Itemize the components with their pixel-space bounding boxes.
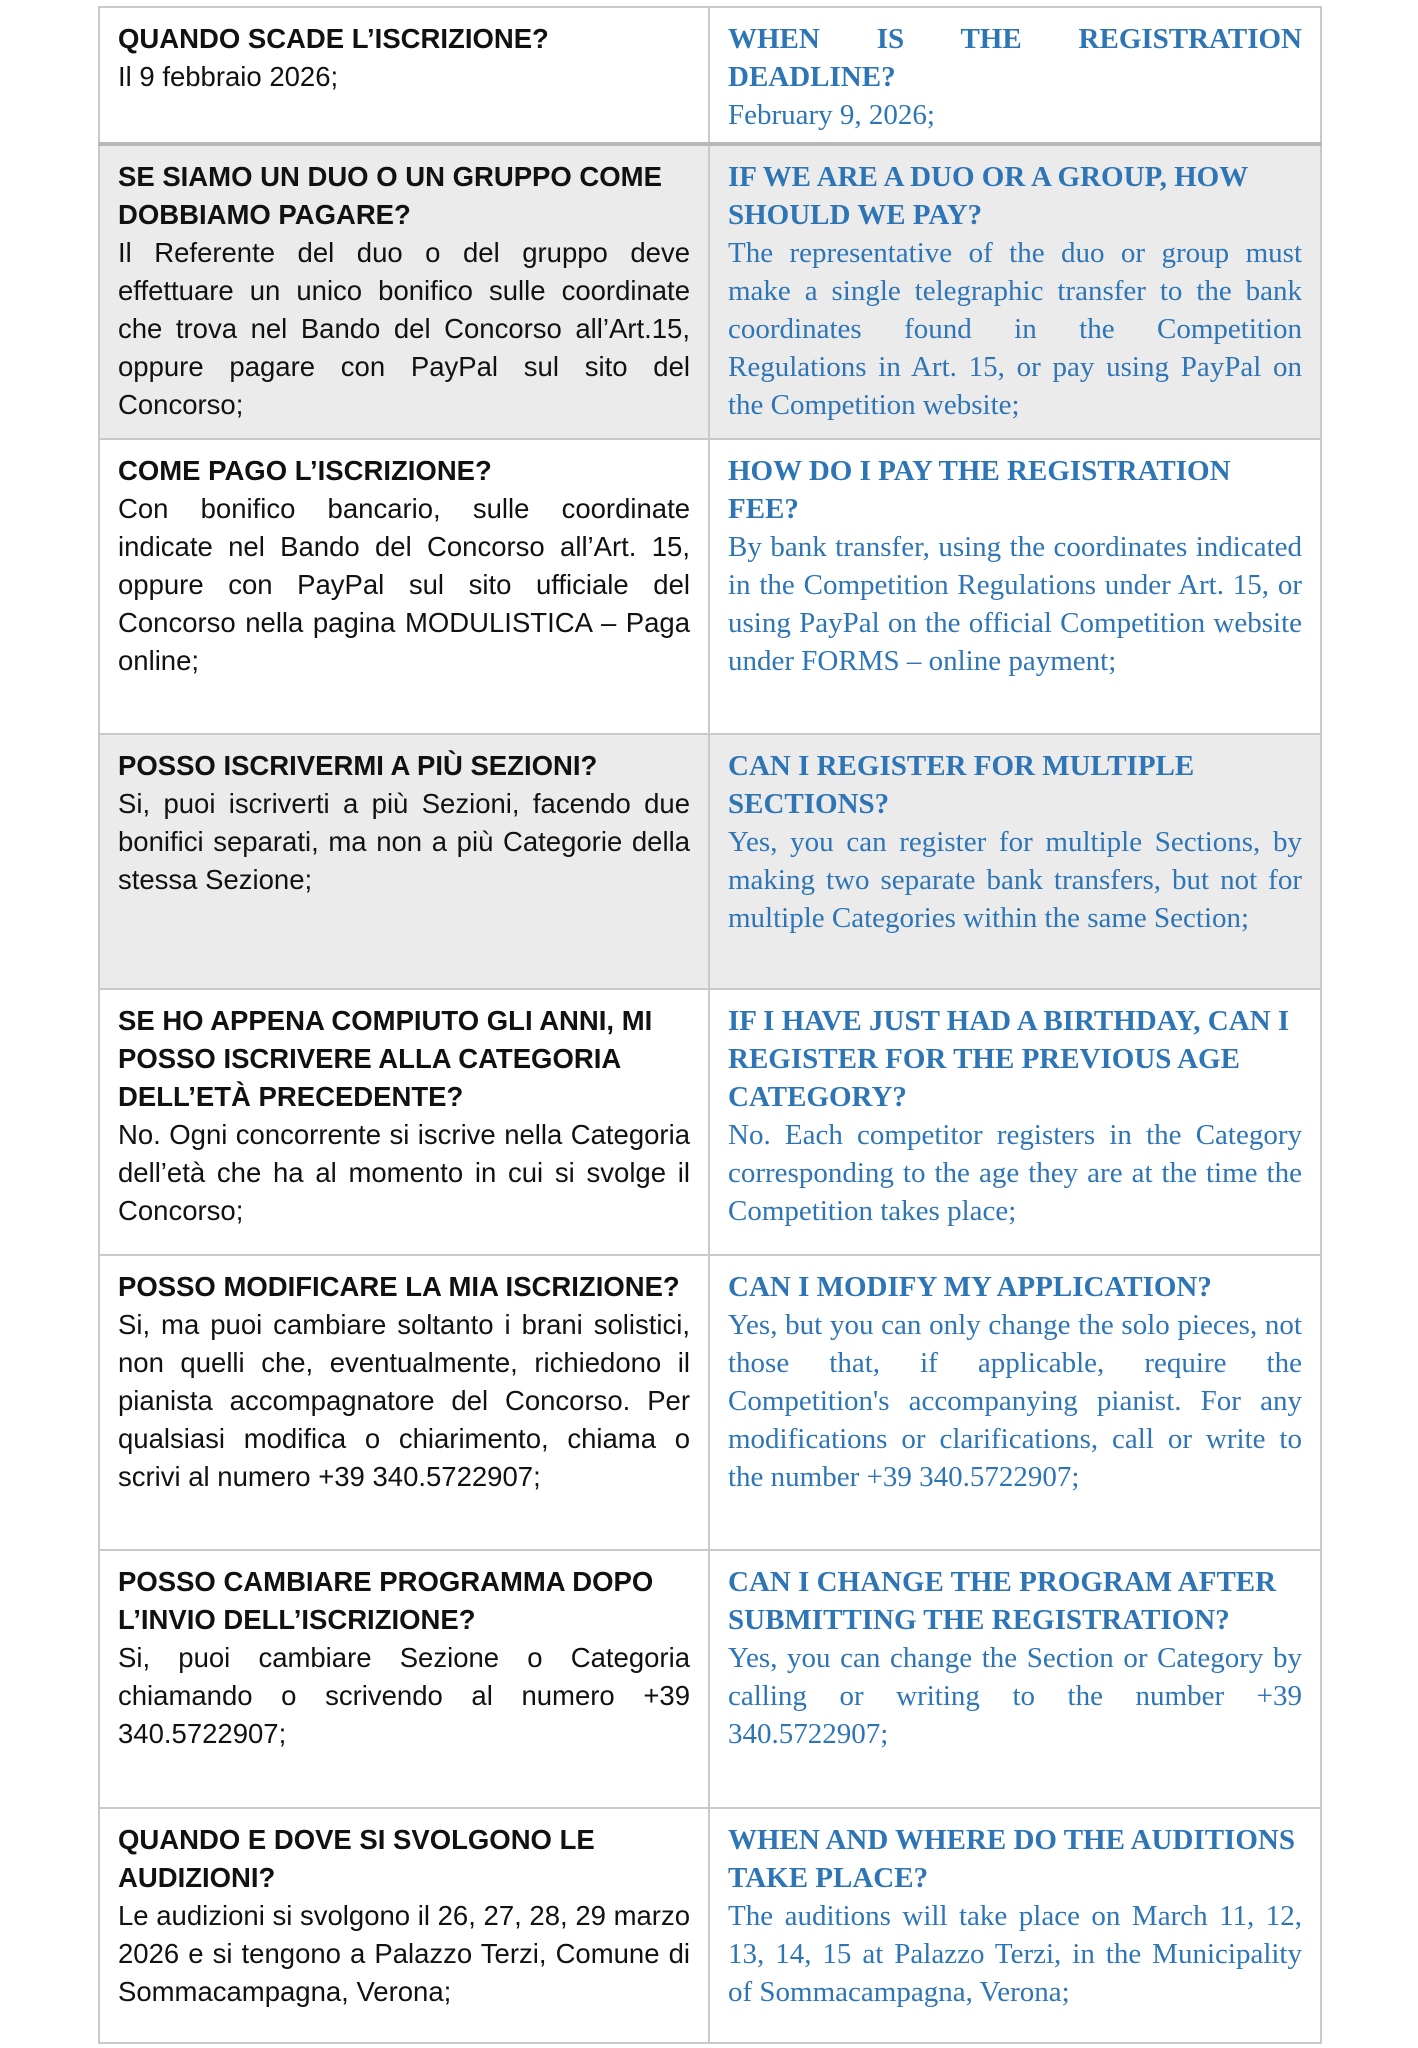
faq-cell-english [709, 734, 1321, 989]
faq-cell-italian [99, 7, 709, 144]
faq-question-italian: SE HO APPENA COMPIUTO GLI ANNI, MI POSSO ISCRIVERE ALLA CATEGORIA DELL’ETÀ PRECEDENTE? [118, 1005, 653, 1112]
faq-answer-italian: Le audizioni si svolgono il 26, 27, 28, 29 marzo 2026 e si tengono a Palazzo Terzi, Comune di Sommacampagna, Verona; [118, 1900, 690, 2007]
faq-question-italian: POSSO ISCRIVERMI A PIÙ SEZIONI? [118, 750, 598, 781]
faq-cell-english [709, 144, 1321, 439]
faq-cell-italian [99, 439, 709, 734]
faq-answer-italian: Il 9 febbraio 2026; [118, 61, 339, 92]
faq-answer-english: Yes, but you can only change the solo pieces, not those that, if applicable, require the Competition's accompanying pianist. For any modifications or clarifications, call or write to the number +39 340.5722907; [728, 1309, 1302, 1493]
faq-cell-italian [99, 144, 709, 439]
faq-cell-italian [99, 1550, 709, 1808]
faq-row [99, 734, 1321, 989]
faq-question-italian: QUANDO E DOVE SI SVOLGONO LE AUDIZIONI? [118, 1824, 595, 1893]
faq-row [99, 1550, 1321, 1808]
faq-answer-english: By bank transfer, using the coordinates indicated in the Competition Regulations under Art. 15, or using PayPal on the official Competition website under FORMS – online payment; [728, 531, 1302, 677]
faq-question-italian: QUANDO SCADE L’ISCRIZIONE? [118, 23, 549, 54]
faq-question-italian: POSSO CAMBIARE PROGRAMMA DOPO L’INVIO DELL’ISCRIZIONE? [118, 1566, 654, 1635]
faq-cell-english [709, 1255, 1321, 1550]
faq-question-italian: COME PAGO L’ISCRIZIONE? [118, 455, 492, 486]
faq-cell-english [709, 1550, 1321, 1808]
faq-row [99, 1808, 1321, 2043]
faq-question-italian: SE SIAMO UN DUO O UN GRUPPO COME DOBBIAMO PAGARE? [118, 161, 662, 230]
faq-answer-english: The representative of the duo or group must make a single telegraphic transfer to the bank coordinates found in the Competition Regulations in Art. 15, or pay using PayPal on the Competition website; [728, 237, 1302, 421]
faq-answer-english: No. Each competitor registers in the Category corresponding to the age they are at the time the Competition takes place; [728, 1119, 1302, 1227]
faq-answer-italian: Con bonifico bancario, sulle coordinate indicate nel Bando del Concorso all’Art. 15, oppure con PayPal sul sito ufficiale del Concorso nella pagina MODULISTICA – Paga online; [118, 493, 690, 676]
faq-answer-italian: Si, puoi cambiare Sezione o Categoria chiamando o scrivendo al numero +39 340.5722907; [118, 1642, 690, 1749]
faq-answer-english: February 9, 2026; [728, 99, 935, 131]
faq-cell-italian [99, 1808, 709, 2043]
faq-answer-italian: Si, puoi iscriverti a più Sezioni, facendo due bonifici separati, ma non a più Categorie della stessa Sezione; [118, 788, 690, 895]
faq-cell-english [709, 439, 1321, 734]
faq-question-english: IF WE ARE A DUO OR A GROUP, HOW SHOULD WE PAY? [728, 161, 1248, 231]
faq-question-english: CAN I REGISTER FOR MULTIPLE SECTIONS? [728, 750, 1195, 820]
faq-question-english: HOW DO I PAY THE REGISTRATION FEE? [728, 455, 1231, 525]
faq-row [99, 7, 1321, 144]
faq-answer-italian: Il Referente del duo o del gruppo deve effettuare un unico bonifico sulle coordinate che trova nel Bando del Concorso all’Art.15, oppure pagare con PayPal sul sito del Concorso; [118, 237, 690, 420]
faq-question-english: WHEN IS THE REGISTRATION DEADLINE? [728, 23, 1302, 93]
faq-answer-english: Yes, you can change the Section or Category by calling or writing to the number +39 340.5722907; [728, 1642, 1302, 1750]
faq-cell-english [709, 1808, 1321, 2043]
faq-row [99, 439, 1321, 734]
faq-cell-italian [99, 989, 709, 1255]
faq-answer-english: The auditions will take place on March 11, 12, 13, 14, 15 at Palazzo Terzi, in the Municipality of Sommacampagna, Verona; [728, 1900, 1302, 2008]
faq-question-english: CAN I CHANGE THE PROGRAM AFTER SUBMITTING THE REGISTRATION? [728, 1566, 1277, 1636]
faq-cell-english [709, 989, 1321, 1255]
faq-cell-italian [99, 1255, 709, 1550]
faq-cell-italian [99, 734, 709, 989]
faq-answer-italian: No. Ogni concorrente si iscrive nella Categoria dell’età che ha al momento in cui si svolge il Concorso; [118, 1119, 690, 1226]
faq-table [98, 6, 1322, 2044]
faq-row [99, 144, 1321, 439]
faq-row [99, 1255, 1321, 1550]
faq-answer-italian: Si, ma puoi cambiare soltanto i brani solistici, non quelli che, eventualmente, richiedono il pianista accompagnatore del Concorso. Per qualsiasi modifica o chiarimento, chiama o scrivi al numero +39 340.5722907; [118, 1309, 690, 1492]
faq-question-english: WHEN AND WHERE DO THE AUDITIONS TAKE PLACE? [728, 1824, 1295, 1894]
faq-row [99, 989, 1321, 1255]
faq-question-english: IF I HAVE JUST HAD A BIRTHDAY, CAN I REGISTER FOR THE PREVIOUS AGE CATEGORY? [728, 1005, 1290, 1113]
faq-question-english: CAN I MODIFY MY APPLICATION? [728, 1271, 1212, 1303]
faq-cell-english [709, 7, 1321, 144]
faq-answer-english: Yes, you can register for multiple Sections, by making two separate bank transfers, but not for multiple Categories within the same Section; [728, 826, 1302, 934]
faq-question-italian: POSSO MODIFICARE LA MIA ISCRIZIONE? [118, 1271, 680, 1302]
